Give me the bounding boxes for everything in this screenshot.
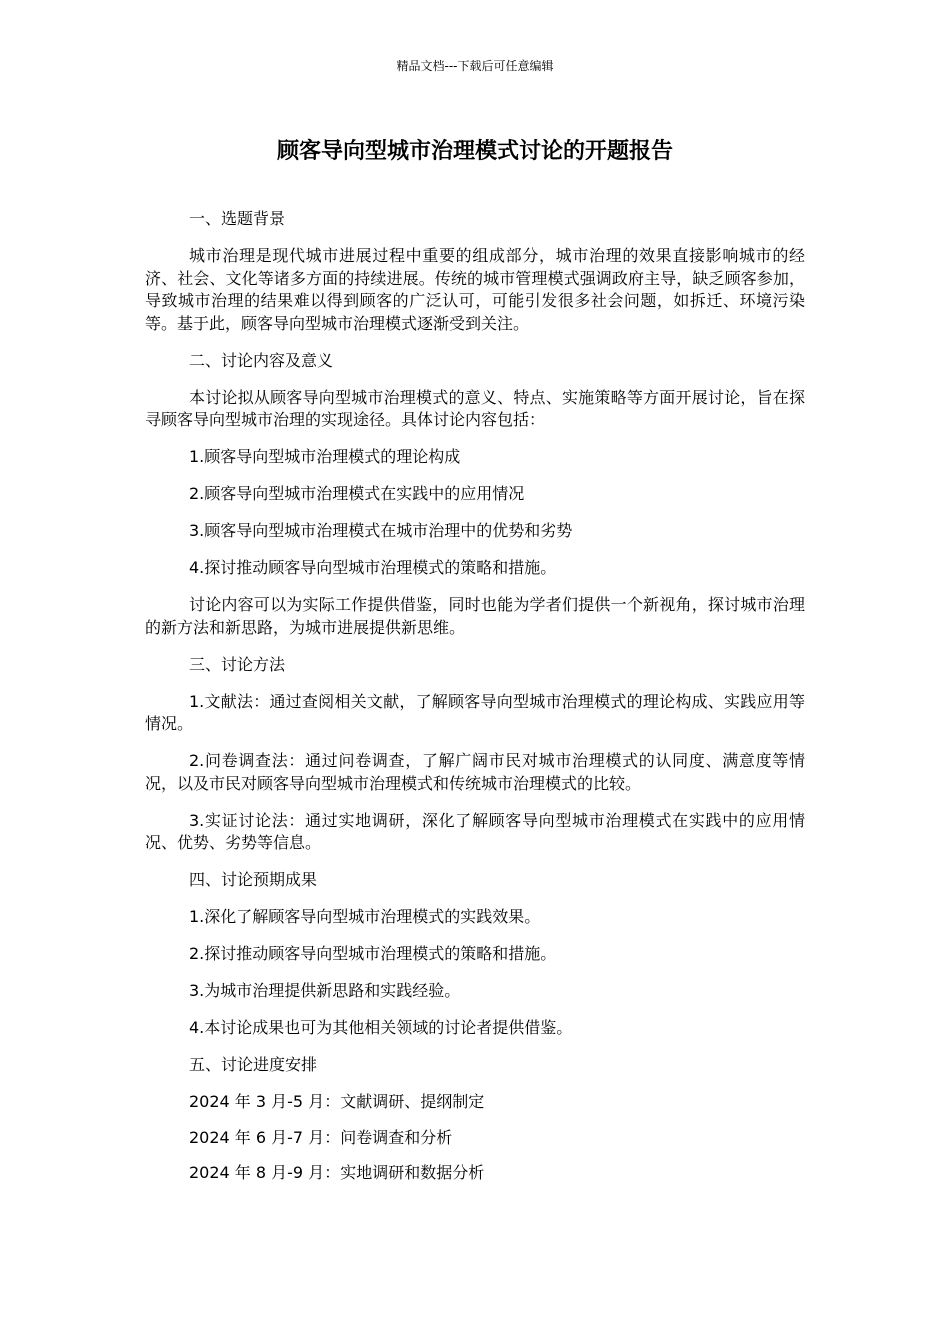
document-title: 顾客导向型城市治理模式讨论的开题报告 [276, 139, 673, 164]
list-item: 2.探讨推动顾客导向型城市治理模式的策略和措施。 [189, 944, 557, 963]
section-heading-background: 一、选题背景 [189, 209, 286, 228]
page-header-note: 精品文档---下载后可任意编辑 [396, 59, 554, 73]
section-heading-schedule: 五、讨论进度安排 [189, 1055, 318, 1074]
list-item: 3.实证讨论法：通过实地调研，深化了解顾客导向型城市治理模式在实践中的应用情况、优势、劣势等信息。 [145, 810, 805, 852]
list-item: 1.深化了解顾客导向型城市治理模式的实践效果。 [189, 907, 541, 926]
list-item: 3.顾客导向型城市治理模式在城市治理中的优势和劣势 [189, 521, 573, 540]
list-item: 2.顾客导向型城市治理模式在实践中的应用情况 [189, 484, 525, 503]
schedule-item: 2024 年 3 月-5 月：文献调研、提纲制定 [189, 1092, 485, 1111]
section-heading-outcomes: 四、讨论预期成果 [189, 870, 318, 889]
list-item: 4.探讨推动顾客导向型城市治理模式的策略和措施。 [189, 558, 557, 577]
list-item: 1.顾客导向型城市治理模式的理论构成 [189, 447, 461, 466]
list-item: 4.本讨论成果也可为其他相关领域的讨论者提供借鉴。 [189, 1018, 573, 1037]
section-heading-content: 二、讨论内容及意义 [189, 350, 334, 370]
list-item: 1.文献法：通过查阅相关文献，了解顾客导向型城市治理模式的理论构成、实践应用等情况。 [145, 691, 805, 733]
schedule-item: 2024 年 8 月-9 月：实地调研和数据分析 [189, 1163, 485, 1182]
paragraph-content-significance: 讨论内容可以为实际工作提供借鉴，同时也能为学者们提供一个新视角，探讨城市治理的新方法和新思路，为城市进展提供新思维。 [145, 595, 805, 637]
list-item: 3.为城市治理提供新思路和实践经验。 [189, 981, 461, 1000]
document-body [145, 208, 805, 1198]
schedule-item: 2024 年 6 月-7 月：问卷调查和分析 [189, 1127, 453, 1147]
section-heading-methods: 三、讨论方法 [189, 654, 286, 674]
list-item: 2.问卷调查法：通过问卷调查，了解广阔市民对城市治理模式的认同度、满意度等情况，以及市民对顾客导向型城市治理模式和传统城市治理模式的比较。 [145, 751, 805, 793]
paragraph-background: 城市治理是现代城市进展过程中重要的组成部分，城市治理的效果直接影响城市的经济、社会、文化等诸多方面的持续进展。传统的城市管理模式强调政府主导，缺乏顾客参加，导致城市治理的结果难以得到顾客的广泛认可，可能引发很多社会问题，如拆迁、环境污染等。基于此，顾客导向型城市治理模式逐渐受到关注。 [145, 246, 805, 333]
paragraph-content-intro: 本讨论拟从顾客导向型城市治理模式的意义、特点、实施策略等方面开展讨论，旨在探寻顾客导向型城市治理的实现途径。具体讨论内容包括： [145, 387, 805, 429]
